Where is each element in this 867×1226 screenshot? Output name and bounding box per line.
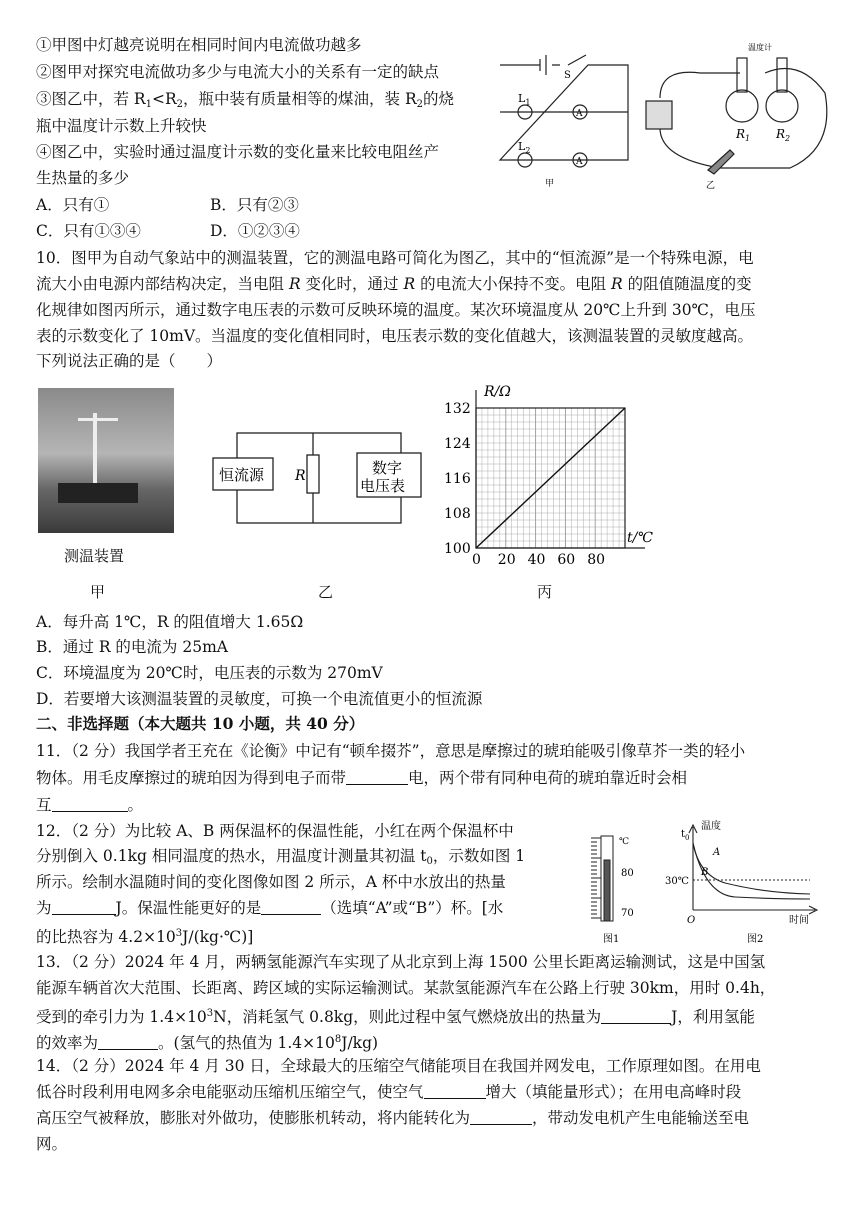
weather-station-photo	[38, 388, 174, 533]
answer-blank	[424, 1084, 486, 1099]
q10-fig-yi-caption: 乙	[318, 583, 334, 601]
q12-thermometer-figure	[585, 830, 645, 945]
resistor-r-label: R	[295, 468, 306, 484]
resistance-temperature-chart	[440, 378, 660, 568]
q14-line-4: 网。	[36, 1135, 68, 1153]
ammeter-1-label: A	[576, 109, 583, 119]
q11-line-2: 物体。用毛皮摩擦过的琥珀因为得到电子而带 电，两个带有同种电荷的琥珀靠近时会相	[36, 769, 688, 787]
answer-blank	[52, 797, 128, 812]
q10-circuit-diagram-yi	[205, 425, 435, 535]
answer-blank	[470, 1110, 532, 1125]
answer-blank	[52, 900, 116, 915]
x-tick-label-80: 80	[587, 552, 606, 568]
lamp-l1-label: $L_1$	[518, 92, 531, 107]
q9-statement-2: ②图甲对探究电流做功多少与电流大小的关系有一定的缺点	[36, 63, 440, 81]
q12-line-5: 的比热容为 $4.2\times 10^3J/(kg\cdot℃)$]	[36, 928, 254, 946]
q9-option-b: B．只有②③	[210, 196, 299, 214]
time-axis-label: 时间	[789, 915, 809, 926]
section-2-heading: 二、非选择题（本大题共 10 小题，共 40 分）	[36, 714, 365, 733]
q9-statement-3-cont: 瓶中温度计示数上升较快	[36, 117, 207, 135]
q9-circuit-diagram-jia	[490, 50, 640, 190]
q11-line-3: 互 。	[36, 796, 144, 814]
q9-option-c: C．只有①③④	[36, 222, 141, 240]
fig2-caption: 图2	[747, 934, 764, 945]
q9-statement-4: ④图乙中，实验时通过温度计示数的变化量来比较电阻丝产	[36, 143, 440, 161]
celsius-unit: ℃	[619, 837, 630, 847]
voltmeter-label-line2: 电压表	[360, 477, 406, 495]
ammeter-2-label: A	[576, 157, 583, 167]
q12-line-1: 12．（2 分）为比较 A、B 两保温杯的保温性能，小红在两个保温杯中	[36, 822, 514, 840]
q9-option-d: D．①②③④	[210, 222, 300, 240]
q10-option-c: C．环境温度为 20℃时，电压表的示数为 270mV	[36, 664, 383, 682]
q14-line-1: 14．（2 分）2024 年 4 月 30 日，全球最大的压缩空气储能项目在我国并网发电，工作原理如图。在用电	[36, 1057, 761, 1075]
q12-cooling-graph	[665, 815, 830, 945]
y-tick-label-116: 116	[444, 471, 471, 487]
q11-line-1: 11．（2 分）我国学者王充在《论衡》中记有“顿牟掇芥”，意思是摩擦过的琥珀能吸引像草芥一类的轻小	[36, 742, 746, 760]
answer-blank	[261, 900, 321, 915]
q12-line-2: 分别倒入 0.1kg 相同温度的热水，用温度计测量其初温 $t_0$，示数如图 1	[36, 847, 526, 867]
fig-jia-caption: 甲	[545, 179, 555, 189]
answer-blank	[346, 770, 408, 785]
lamp-l2-label: $L_2$	[518, 140, 531, 155]
x-tick-label-40: 40	[527, 552, 546, 568]
q9-option-a: A．只有①	[36, 196, 110, 214]
r1-label: $R_1$	[736, 127, 751, 143]
origin-label: O	[687, 915, 696, 926]
q13-line-3: 受到的牵引力为 $1.4\times 10^3N$，消耗氢气 0.8kg，则此过程中氢气燃烧放出的热量为 J，利用氢能	[36, 1008, 755, 1026]
q10-option-b: B．通过 R 的电流为 25mA	[36, 638, 228, 656]
curve-a-label: A	[713, 847, 721, 858]
q10-option-a: A．每升高 1℃，R 的阻值增大 1.65Ω	[36, 613, 304, 631]
x-tick-label-20: 20	[497, 552, 516, 568]
switch-label: S	[564, 70, 571, 81]
q9-statement-3: ③图乙中，若 $R_1<R_2$，瓶中装有质量相等的煤油，装 $R_2$的烧	[36, 90, 455, 110]
y-tick-label-100: 100	[444, 541, 471, 557]
r2-label: $R_2$	[776, 127, 791, 143]
q13-line-1: 13．（2 分）2024 年 4 月，两辆氢能源汽车实现了从北京到上海 1500 公里长距离运输测试，这是中国氢	[36, 953, 766, 971]
q14-line-2: 低谷时段利用电网多余电能驱动压缩机压缩空气，使空气 增大（填能量形式）；在用电高峰时段	[36, 1083, 742, 1101]
curve-b-label: B	[701, 867, 709, 878]
q10-option-d: D．若要增大该测温装置的灵敏度，可换一个电流值更小的恒流源	[36, 690, 483, 708]
fig1-caption: 图1	[603, 934, 620, 945]
t0-label: $t_0$	[681, 829, 690, 842]
x-tick-label-0: 0	[472, 552, 481, 568]
q13-line-4: 的效率为 。(氢气的热值为 $1.4\times 10^8J/kg$)	[36, 1034, 379, 1052]
temperature-axis-label: 温度	[701, 821, 721, 832]
q9-apparatus-diagram-yi	[640, 38, 835, 193]
q10-stem-line-2: 流大小由电源内部结构决定，当电阻 R 变化时，通过 R 的电流大小保持不变。电阻 R 的阻值随温度的变	[36, 275, 752, 293]
q12-line-3: 所示。绘制水温随时间的变化图像如图 2 所示，A 杯中水放出的热量	[36, 873, 506, 891]
tick-80: 80	[621, 868, 634, 879]
y-tick-label-124: 124	[444, 436, 471, 452]
constant-current-source-label: 恒流源	[219, 466, 265, 484]
q9-statement-1: ①甲图中灯越亮说明在相同时间内电流做功越多	[36, 36, 362, 54]
q10-stem-line-1: 10．图甲为自动气象站中的测温装置，它的测温电路可简化为图乙，其中的“恒流源”是一个特殊电源，电	[36, 249, 754, 267]
photo-label: 测温装置	[64, 547, 125, 565]
q10-stem-line-3: 化规律如图丙所示，通过数字电压表的示数可反映环境的温度。某次环境温度从 20℃上升到 30℃，电压	[36, 301, 756, 319]
x-axis-label: t/℃	[627, 530, 654, 546]
q9-statement-4-cont: 生热量的多少	[36, 169, 130, 187]
x-tick-label-60: 60	[557, 552, 576, 568]
answer-blank	[601, 1009, 671, 1024]
q10-stem-line-4: 表的示数变化了 10mV。当温度的变化值相同时，电压表示数的变化值越大，该测温装置的灵敏度越高。	[36, 327, 754, 345]
fig-yi-caption: 乙	[706, 181, 716, 191]
thermometer-label: 温度计	[748, 43, 772, 52]
q10-fig-jia-caption: 甲	[90, 583, 106, 601]
y-axis-label: R/Ω	[484, 384, 511, 400]
answer-blank	[98, 1035, 158, 1050]
voltmeter-label-line1: 数字	[372, 459, 403, 477]
y-tick-label-108: 108	[444, 506, 471, 522]
q14-line-3: 高压空气被释放，膨胀对外做功，使膨胀机转动，将内能转化为 ，带动发电机产生电能输送至电	[36, 1109, 750, 1127]
30c-label: 30℃	[665, 876, 689, 887]
tick-70: 70	[621, 908, 634, 919]
q13-line-2: 能源车辆首次大范围、长距离、跨区域的实际运输测试。某款氢能源汽车在公路上行驶 30km，用时 0.4h，	[36, 979, 776, 997]
y-tick-label-132: 132	[444, 401, 471, 417]
q12-line-4: 为 J。保温性能更好的是 （选填“A”或“B”）杯。[水	[36, 899, 504, 917]
q10-stem-line-5: 下列说法正确的是（ ）	[36, 352, 223, 370]
q10-fig-bing-caption: 丙	[537, 583, 553, 601]
